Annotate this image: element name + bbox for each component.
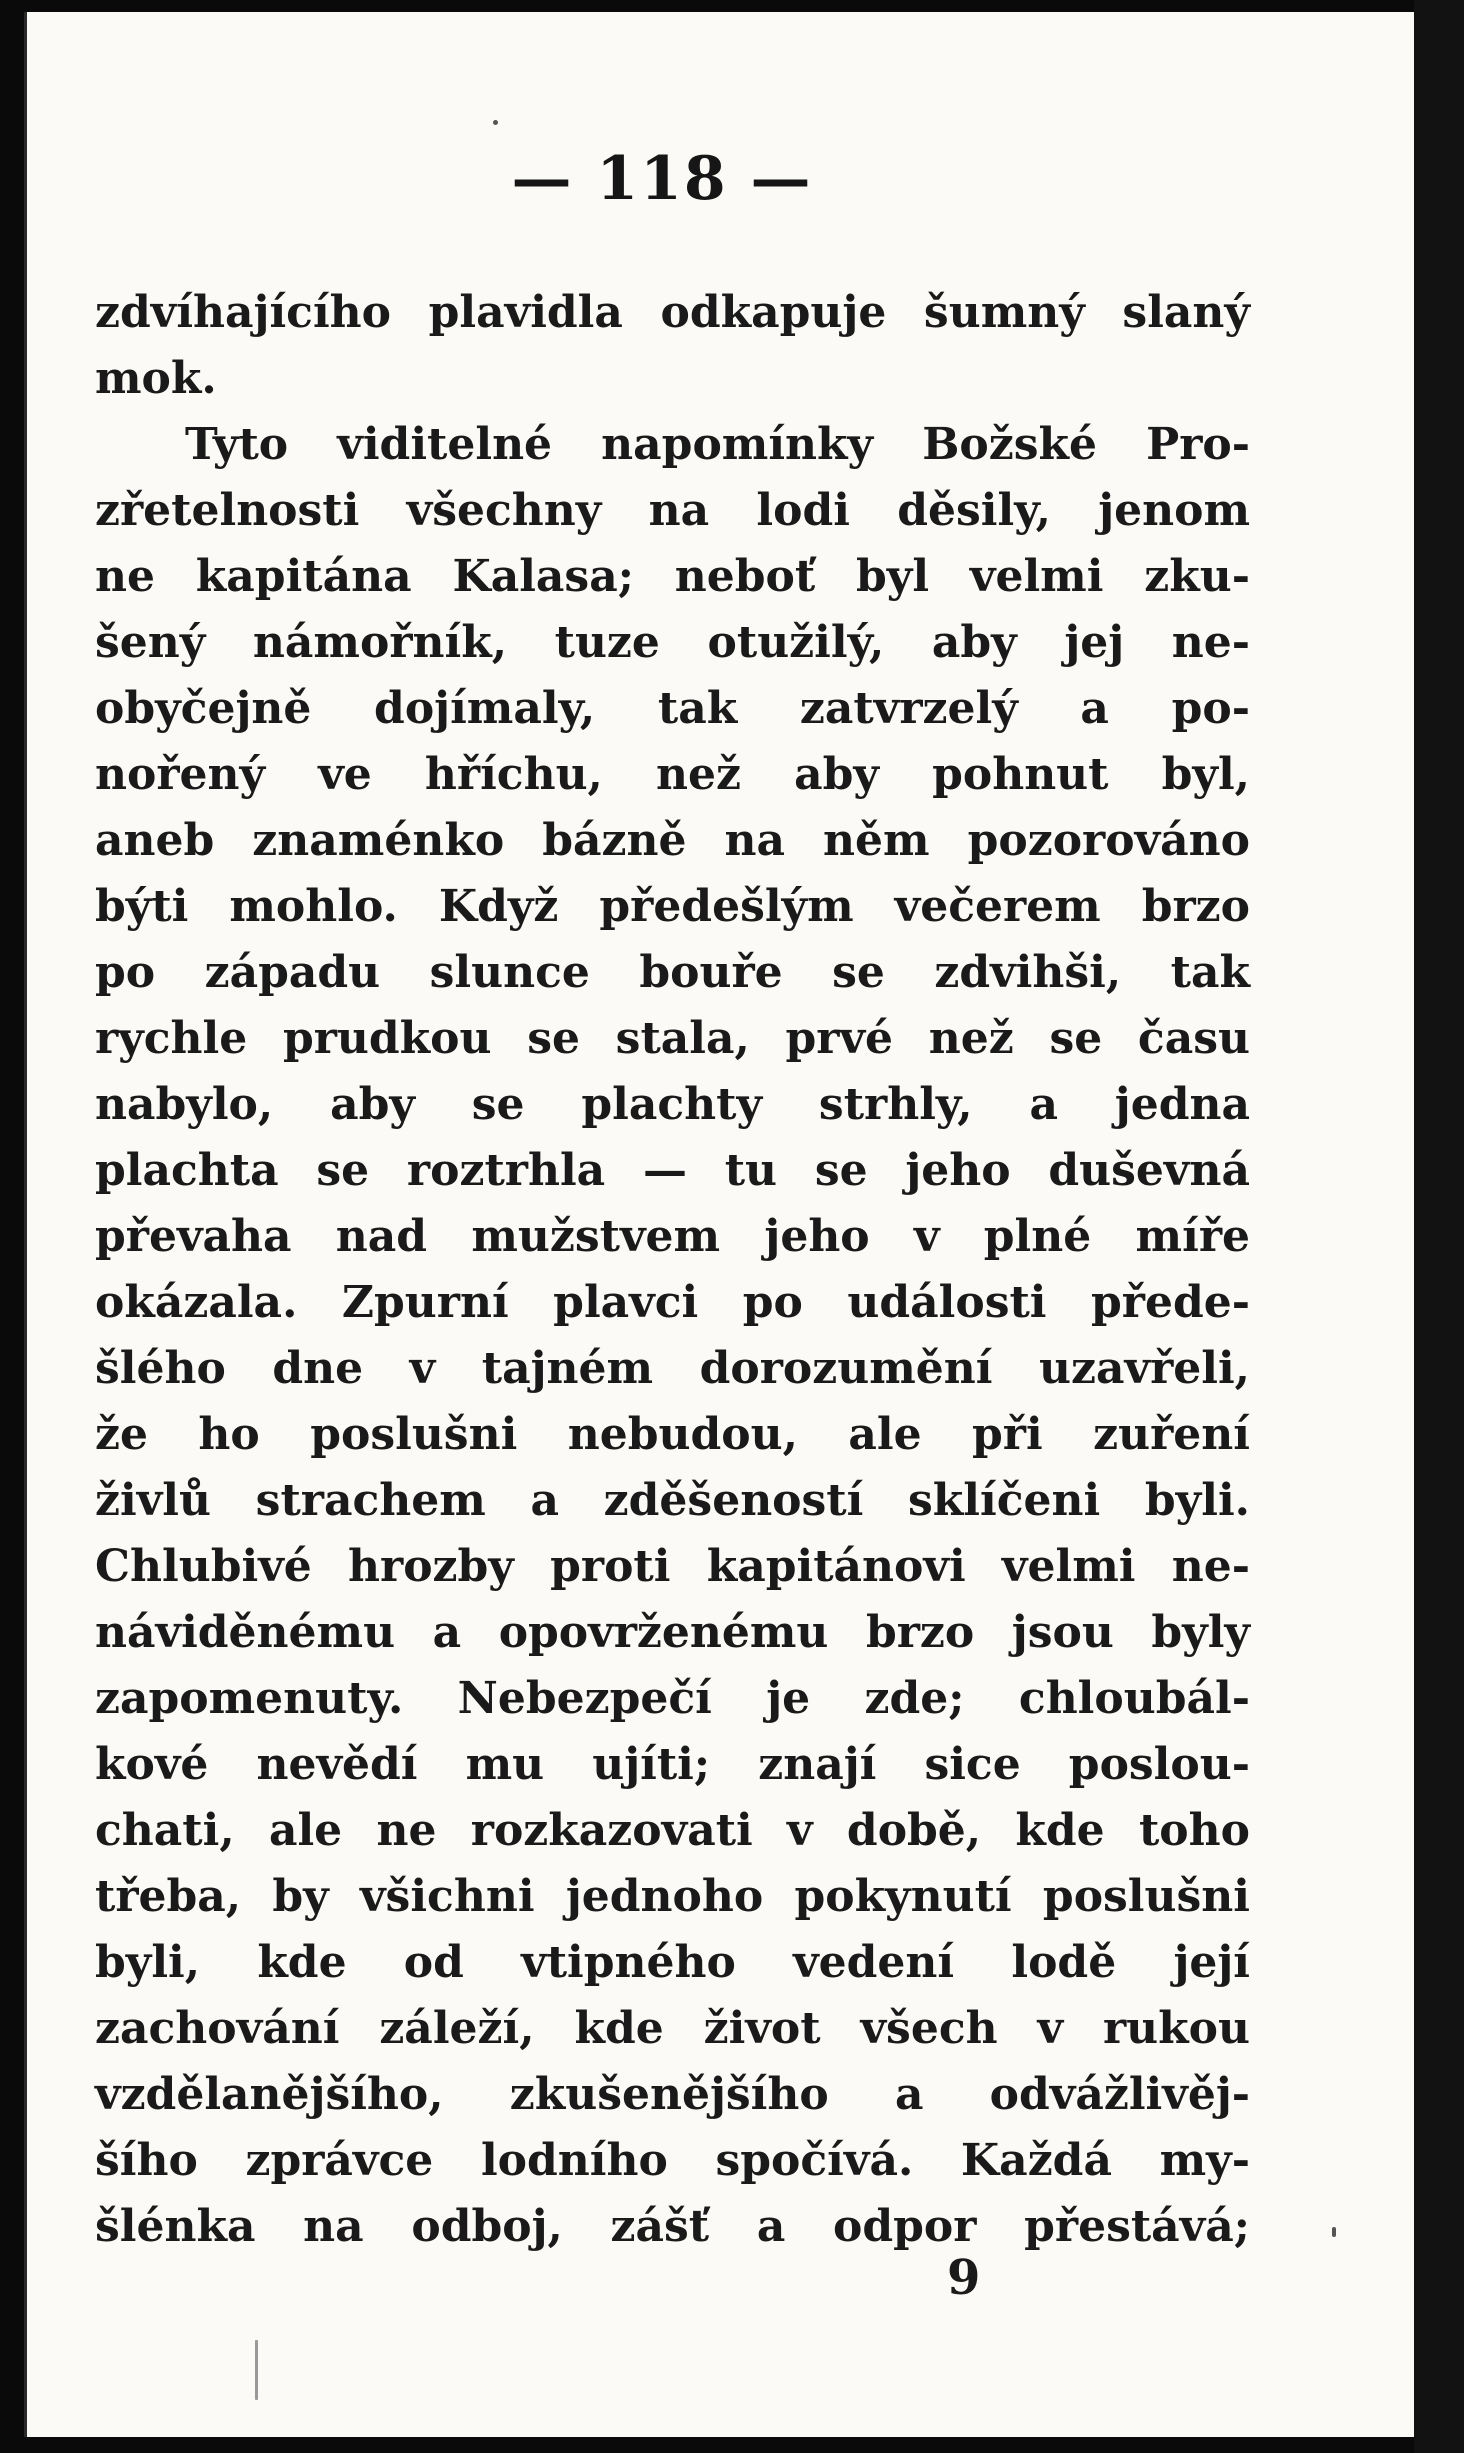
text-line-29: šího zprávce lodního spočívá. Každá my-: [95, 2135, 1250, 2186]
text-line-7: obyčejně dojímaly, tak zatvrzelý a po-: [95, 683, 1250, 734]
scan-edge-shadow: [1414, 0, 1464, 2453]
scan-speck: [493, 120, 498, 125]
text-line-14: plachta se roztrhla — tu se jeho duševná: [95, 1145, 1250, 1196]
page-number-header: — 118 —: [511, 144, 813, 214]
text-line-11: po západu slunce bouře se zdvihši, tak: [95, 947, 1250, 998]
text-line-12: rychle prudkou se stala, prvé než se času: [95, 1013, 1250, 1064]
text-line-6: šený námořník, tuze otužilý, aby jej ne-: [95, 617, 1250, 668]
text-line-4: zřetelnosti všechny na lodi děsily, jenom: [95, 485, 1250, 536]
text-line-2: mok.: [95, 353, 217, 404]
text-line-5: ne kapitána Kalasa; neboť byl velmi zku-: [95, 551, 1250, 602]
text-line-23: kové nevědí mu ujíti; znají sice poslou-: [95, 1739, 1250, 1790]
text-line-1: zdvíhajícího plavidla odkapuje šumný slaný: [95, 287, 1250, 338]
signature-mark: 9: [947, 2250, 981, 2306]
text-line-26: byli, kde od vtipného vedení lodě její: [95, 1937, 1250, 1988]
text-line-19: živlů strachem a zděšeností sklíčeni byli.: [95, 1475, 1250, 1526]
text-line-25: třeba, by všichni jednoho pokynutí poslušni: [95, 1871, 1250, 1922]
text-line-16: okázala. Zpurní plavci po události přede-: [95, 1277, 1250, 1328]
text-line-30: šlénka na odboj, zášť a odpor přestává;: [95, 2201, 1250, 2252]
text-line-10: býti mohlo. Když předešlým večerem brzo: [95, 881, 1250, 932]
scan-speck: [255, 2340, 258, 2400]
text-line-20: Chlubivé hrozby proti kapitánovi velmi ne-: [95, 1541, 1250, 1592]
text-line-15: převaha nad mužstvem jeho v plné míře: [95, 1211, 1250, 1262]
text-line-13: nabylo, aby se plachty strhly, a jedna: [95, 1079, 1250, 1130]
text-line-28: vzdělanějšího, zkušenějšího a odvážlivěj-: [95, 2069, 1250, 2120]
text-line-22: zapomenuty. Nebezpečí je zde; chloubál-: [95, 1673, 1250, 1724]
book-page: [24, 12, 1417, 2437]
body-text: [95, 280, 1250, 2260]
text-line-3: Tyto viditelné napomínky Božské Pro-: [185, 419, 1250, 470]
text-line-18: že ho poslušni nebudou, ale při zuření: [95, 1409, 1250, 1460]
text-line-21: náviděnému a opovrženému brzo jsou byly: [95, 1607, 1250, 1658]
text-line-27: zachování záleží, kde život všech v rukou: [95, 2003, 1250, 2054]
text-line-24: chati, ale ne rozkazovati v době, kde toho: [95, 1805, 1250, 1856]
text-line-9: aneb znaménko bázně na něm pozorováno: [95, 815, 1250, 866]
text-line-8: nořený ve hříchu, než aby pohnut byl,: [95, 749, 1250, 800]
scan-speck: [1332, 2227, 1336, 2237]
text-line-17: šlého dne v tajném dorozumění uzavřeli,: [95, 1343, 1250, 1394]
